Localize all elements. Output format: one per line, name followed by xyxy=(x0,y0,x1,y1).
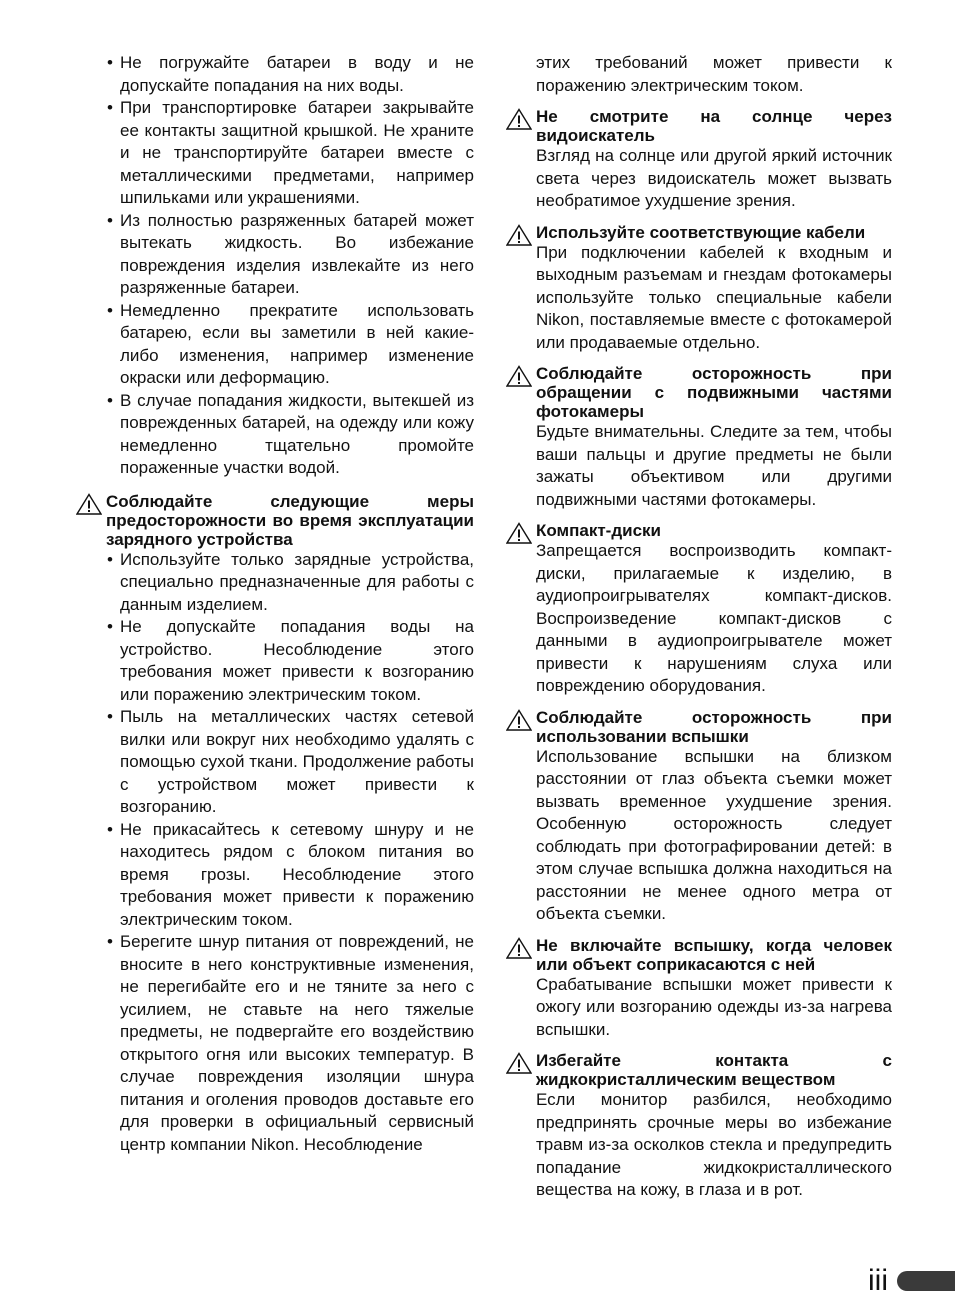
bullet-item: • Не допускайте попадания воды на устройство. Несоблюдение этого требования может привести к возгоранию или поражению электрическим током. xyxy=(106,616,474,706)
bullet-item: • Не погружайте батареи в воду и не допускайте попадания на них воды. xyxy=(106,52,474,97)
section-title: Соблюдайте осторожность при использовании вспышки xyxy=(536,707,892,746)
warning-section xyxy=(506,708,892,926)
warning-triangle-icon xyxy=(76,493,102,515)
bullet-item: • Из полностью разряженных батарей может вытекать жидкость. Во избежание повреждения изделия извлекайте из него разряженные батареи. xyxy=(106,210,474,300)
section-body: Запрещается воспроизводить компакт-диски, прилагаемые к изделию, в аудиопроигрывателях компакт-дисков. Воспроизведение компакт-дисков с данными в аудиопроигрывателе может привести к нарушениям слуха или повреждению оборудования. xyxy=(536,541,892,695)
warning-section xyxy=(506,936,892,1042)
bullet-item: • При транспортировке батареи закрывайте ее контакты защитной крышкой. Не храните и не транспортируйте батареи вместе с металлическими предметами, например шпильками или украшениями. xyxy=(106,97,474,210)
section-title: Не включайте вспышку, когда человек или объект соприкасаются с ней xyxy=(536,935,892,974)
warning-section xyxy=(506,223,892,355)
warning-section xyxy=(506,521,892,698)
warning-section xyxy=(506,364,892,511)
section-title: Соблюдайте следующие меры предосторожности во время эксплуатации зарядного устройства xyxy=(106,491,474,549)
section-body: Будьте внимательны. Следите за тем, чтобы ваши пальцы и другие предметы не были зажаты объективом или другими подвижными частями фотокамеры. xyxy=(536,422,892,509)
bullet-item: • Берегите шнур питания от повреждений, не вносите в него конструктивные изменения, не перегибайте его и не тяните за него с усилием, не ставьте на него тяжелые предметы, не подвергайте его воздействию открытого огня или высоких температур. В случае повреждения изоляции шнура питания и оголения проводов доставьте его для проверки в официальный сервисный центр компании Nikon. Несоблюдение xyxy=(106,931,474,1156)
bullet-item: • Пыль на металлических частях сетевой вилки или вокруг них необходимо удалять с помощью сухой ткани. Продолжение работы с устройством может привести к возгоранию. xyxy=(106,706,474,819)
warning-section xyxy=(506,107,892,213)
section-body: При подключении кабелей к входным и выходным разъемам и гнездам фотокамеры используйте только специальные кабели Nikon, поставляемые вместе с фотокамерой или продаваемые отдельно. xyxy=(536,242,892,352)
warning-triangle-icon xyxy=(506,224,532,246)
warning-triangle-icon xyxy=(506,937,532,959)
section-body: Срабатывание вспышки может привести к ожогу или возгоранию одежды из-за нагрева вспышки. xyxy=(536,974,892,1039)
warning-triangle-icon xyxy=(506,108,532,130)
section-title: Используйте соответствующие кабели xyxy=(536,222,866,242)
warning-section xyxy=(506,1051,892,1202)
page-number: iii xyxy=(868,1264,888,1297)
section-body: Взгляд на солнце или другой яркий источник света через видоискатель может вызвать необратимое ухудшение зрения. xyxy=(536,146,892,210)
warning-triangle-icon xyxy=(506,1052,532,1074)
bullet-item: • Не прикасайтесь к сетевому шнуру и не находитесь рядом с блоком питания во время грозы. Несоблюдение этого требования может привести к поражению электрическим током. xyxy=(106,819,474,932)
warning-triangle-icon xyxy=(506,709,532,731)
continuation-text: этих требований может привести к поражению электрическим током. xyxy=(536,53,892,95)
bullet-item: • Немедленно прекратите использовать батарею, если вы заметили в ней какие-либо изменения, например изменение окраски или деформацию. xyxy=(106,300,474,390)
page-tab xyxy=(897,1271,955,1291)
section-title: Соблюдайте осторожность при обращении с подвижными частями фотокамеры xyxy=(536,364,892,421)
section-title: Не смотрите на солнце через видоискатель xyxy=(536,107,892,145)
warning-triangle-icon xyxy=(506,522,532,544)
section-body: Если монитор разбился, необходимо предпринять срочные меры во избежание травм из-за осколков стекла и предупредить попадание жидкокристаллического вещества на кожу, в глаза и в рот. xyxy=(536,1090,892,1199)
left-column xyxy=(106,52,474,1156)
bullet-item: • В случае попадания жидкости, вытекшей из поврежденных батарей, на одежду или кожу немедленно тщательно промойте пораженные участки водой. xyxy=(106,390,474,480)
section-title: Избегайте контакта с жидкокристаллическим веществом xyxy=(536,1051,892,1089)
warning-triangle-icon xyxy=(506,365,532,387)
charger-warning-section xyxy=(76,492,474,1157)
right-column xyxy=(506,52,892,1202)
section-title: Компакт-диски xyxy=(536,521,661,540)
section-body: Использование вспышки на близком расстоянии от глаз объекта съемки может вызвать временное ухудшение зрения. Особенную осторожность следует соблюдать при фотографировании детей: в этом случае вспышка должна находиться на расстоянии не менее одного метра от объекта съемки. xyxy=(536,746,892,923)
bullet-item: • Используйте только зарядные устройства, специально предназначенные для работы с данным изделием. xyxy=(106,549,474,617)
